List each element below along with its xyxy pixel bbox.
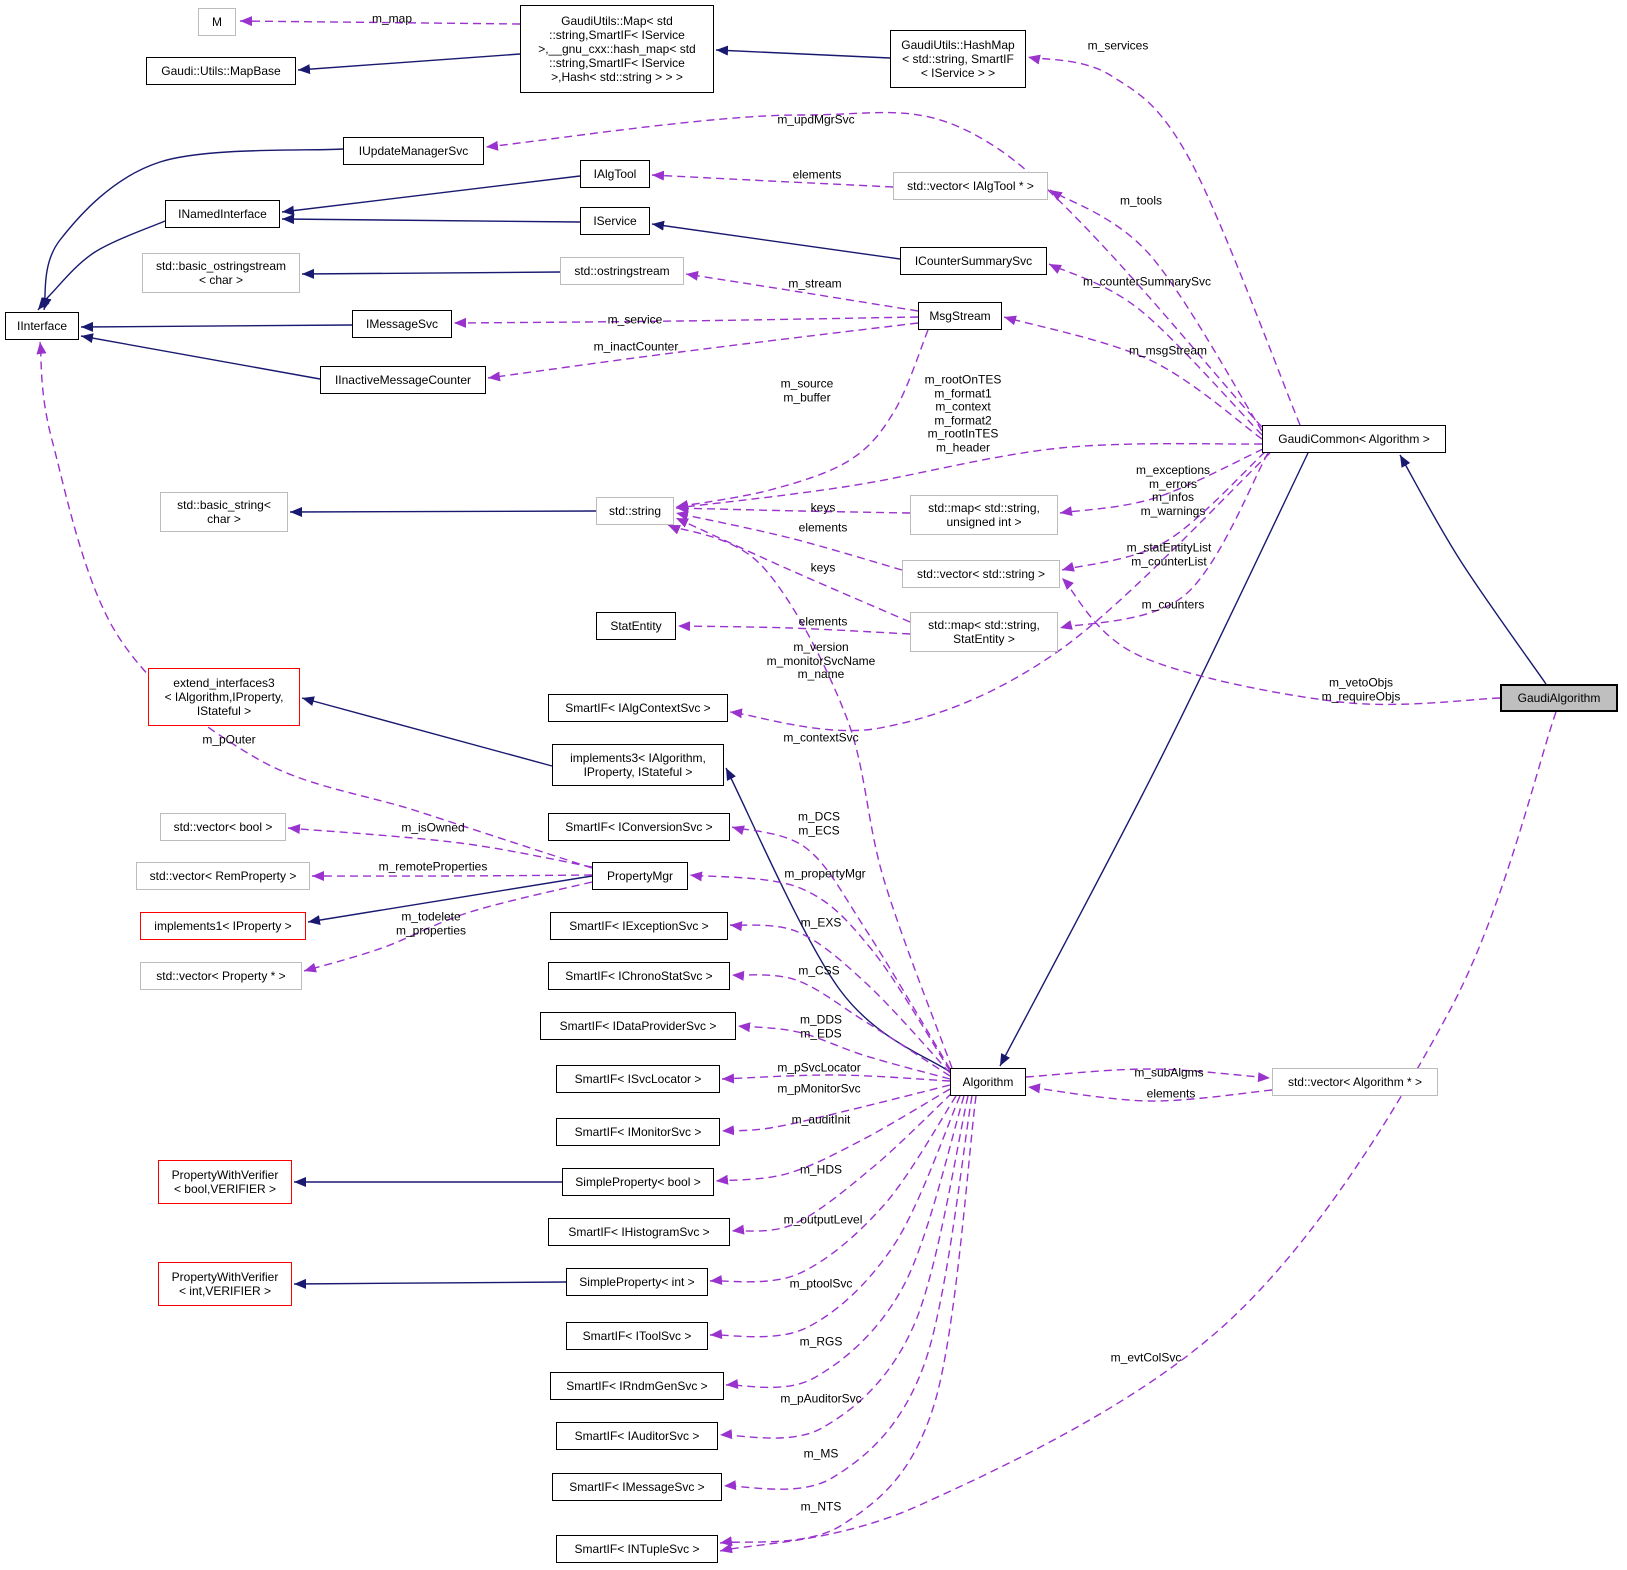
node-ialgtool[interactable]: [580, 160, 650, 188]
edge-map-string-statentity-string: [676, 518, 910, 622]
node-vector-algorithm-label: std::vector< Algorithm * >: [1287, 1075, 1423, 1089]
node-ialgtool-label: IAlgTool: [593, 167, 637, 181]
edge-label-line: m_exceptions: [1135, 463, 1211, 477]
node-vector-algorithm: [1272, 1068, 1438, 1096]
edge-label-line: m_tools: [1119, 193, 1163, 208]
edge-label-line: m_rootInTES: [927, 426, 999, 441]
edge-label-m_subAlgms: [1134, 1066, 1203, 1080]
edge-label-line: m_infos: [1151, 490, 1195, 504]
node-simpleproperty-int-label: SimpleProperty< int >: [579, 1275, 695, 1289]
node-vector-property-label: std::vector< Property * >: [156, 969, 286, 983]
node-basic-string: [160, 492, 288, 532]
node-propertymgr[interactable]: [592, 862, 688, 890]
edge-gaudialgorithm-gaudicommon: [1400, 455, 1546, 684]
node-implements1[interactable]: [140, 912, 306, 940]
node-gaudiutils-hashmap-label: < IService > >: [920, 66, 996, 80]
edge-propertymgr-vector-remproperty: [312, 875, 592, 876]
node-map-string-statentity-label: StatEntity >: [953, 632, 1015, 646]
node-gaudiutils-map-label: >,Hash< std::string > > >: [551, 70, 683, 84]
edge-iinactivemessagecounter-iinterface: [81, 336, 320, 379]
edge-label-line: keys: [810, 500, 836, 515]
node-msgstream[interactable]: [918, 302, 1002, 330]
node-implements3-label: IProperty, IStateful >: [583, 765, 693, 779]
edge-label-m_map: [372, 12, 412, 26]
node-smartif-imessagesvc[interactable]: [552, 1473, 722, 1501]
edge-label-line: m_errors: [1148, 476, 1198, 491]
edge-label-line: m_updMgrSvc: [777, 112, 855, 127]
node-mapbase-label: Gaudi::Utils::MapBase: [161, 64, 281, 78]
node-gaudiutils-hashmap[interactable]: [890, 30, 1026, 88]
node-smartif-ialgcontextsvc[interactable]: [548, 694, 728, 722]
node-gaudicommon[interactable]: [1262, 425, 1446, 453]
node-ostringstream: [560, 257, 684, 285]
edge-label-m_isOwned: [401, 821, 464, 835]
node-inamedinterface-label: INamedInterface: [178, 207, 267, 221]
edge-label-m_pOuter: [202, 733, 255, 747]
edge-gaudicommon-vector-ialgtool: [1050, 190, 1262, 431]
node-msgstream-label: MsgStream: [929, 309, 991, 323]
node-iinterface[interactable]: [5, 312, 79, 340]
node-iservice[interactable]: [580, 207, 650, 235]
node-smartif-ichronostatsvc[interactable]: [548, 962, 730, 990]
node-smartif-ialgcontextsvc-label: SmartIF< IAlgContextSvc >: [565, 701, 711, 715]
edge-label-line: m_propertyMgr: [784, 866, 866, 881]
edge-label-line: m_RGS: [799, 1334, 843, 1349]
node-smartif-iconversionsvc-label: SmartIF< IConversionSvc >: [565, 820, 713, 834]
edge-label-line: m_HDS: [799, 1162, 843, 1177]
edge-implements3-extend-interfaces3: [302, 698, 552, 766]
node-extend-interfaces3[interactable]: [148, 668, 300, 726]
node-smartif-itoolsvc[interactable]: [566, 1322, 708, 1350]
node-smartif-iexceptionsvc-label: SmartIF< IExceptionSvc >: [569, 919, 709, 933]
edge-gaudicommon-msgstream: [1004, 317, 1262, 439]
node-smartif-irndmgensvc[interactable]: [550, 1372, 724, 1400]
edge-label-line: m_counterList: [1131, 554, 1207, 568]
edge-label-line: m_counterSummarySvc: [1082, 274, 1212, 289]
edge-algorithm-smartif-isvclocator: [722, 1075, 950, 1081]
node-vector-ialgtool: [893, 172, 1048, 200]
edge-label-line: elements: [798, 520, 848, 535]
node-iinactivemessagecounter[interactable]: [320, 366, 486, 394]
edge-label-m_EXS: [801, 916, 842, 930]
edge-label-m_services: [1088, 39, 1149, 53]
edge-label-line: m_warnings: [1140, 503, 1206, 518]
edge-label-elements: [793, 168, 842, 182]
edge-label-m_CSS: [798, 964, 839, 978]
node-map-string-statentity: [910, 612, 1058, 652]
edge-label-line: keys: [810, 560, 836, 575]
node-simpleproperty-bool-label: SimpleProperty< bool >: [575, 1175, 701, 1189]
node-m: [198, 8, 236, 36]
edge-label-line: m_NTS: [800, 1499, 842, 1514]
node-algorithm[interactable]: [950, 1068, 1026, 1096]
edge-msgstream-iinactivemessagecounter: [488, 323, 918, 378]
node-gaudialgorithm[interactable]: [1500, 684, 1618, 712]
edge-label-line: m_EDS: [800, 1026, 842, 1040]
node-smartif-idataprovidersvc[interactable]: [540, 1012, 736, 1040]
node-string: [596, 497, 674, 525]
edge-ostringstream-basic-ostringstream: [302, 272, 560, 274]
node-smartif-iauditorsvc-label: SmartIF< IAuditorSvc >: [574, 1429, 700, 1443]
node-extend-interfaces3-label: IStateful >: [196, 704, 252, 718]
edge-icountersummarysvc-iservice: [652, 224, 900, 259]
edge-label-m_pAuditorSvc: [780, 1392, 861, 1406]
edge-algorithm-smartif-iauditorsvc: [720, 1096, 968, 1438]
edge-label-line: m_msgStream: [1128, 343, 1208, 358]
node-propertywithverifier-int-label: < int,VERIFIER >: [178, 1284, 272, 1298]
edge-label-m_MS: [804, 1447, 839, 1461]
node-basic-ostringstream-label: std::basic_ostringstream: [155, 259, 287, 273]
edge-label-m_contextSvc: [783, 731, 858, 745]
node-vector-property: [140, 962, 302, 990]
node-gaudialgorithm-label: GaudiAlgorithm: [1517, 691, 1601, 705]
node-smartif-idataprovidersvc-label: SmartIF< IDataProviderSvc >: [559, 1019, 717, 1033]
edge-vector-string-string: [676, 513, 902, 570]
edge-algorithm-smartif-iexceptionsvc: [730, 925, 950, 1073]
node-iservice-label: IService: [593, 214, 637, 228]
edge-label-line: m_properties: [395, 923, 467, 937]
node-iinterface-label: IInterface: [16, 319, 68, 333]
edge-label-line: m_inactCounter: [593, 339, 679, 354]
node-vector-string: [902, 560, 1060, 588]
edge-label-elements: [1147, 1087, 1196, 1101]
edge-label-m_source-m_buffer: [781, 378, 834, 405]
node-mapbase[interactable]: [146, 57, 296, 85]
edge-label-line: m_header: [935, 440, 991, 454]
edge-label-m_updMgrSvc: [777, 113, 854, 127]
node-smartif-iexceptionsvc[interactable]: [550, 912, 728, 940]
edge-algorithm-smartif-intuplesvc: [720, 1096, 976, 1543]
node-iinactivemessagecounter-label: IInactiveMessageCounter: [334, 373, 472, 387]
node-gaudiutils-map-label: ::string,SmartIF< IService: [549, 28, 685, 42]
edge-gaudicommon-gaudiutils-hashmap: [1028, 57, 1300, 425]
edge-label-line: m_format1: [934, 386, 992, 400]
edge-label-m_pSvcLocator: [777, 1061, 860, 1075]
node-smartif-intuplesvc[interactable]: [556, 1535, 718, 1563]
node-vector-remproperty: [136, 862, 310, 890]
edge-map-string-statentity-statentity: [678, 626, 910, 634]
node-string-label: std::string: [608, 504, 662, 518]
edge-label-keys: [811, 501, 836, 515]
edge-label-line: m_rootOnTES: [924, 372, 1002, 387]
edge-label-line: m_service: [607, 312, 663, 327]
node-smartif-imonitorsvc-label: SmartIF< IMonitorSvc >: [574, 1125, 702, 1139]
edge-label-m_ptoolSvc: [790, 1277, 853, 1291]
node-propertywithverifier-int-label: PropertyWithVerifier: [171, 1270, 279, 1284]
edge-label-line: elements: [1146, 1086, 1196, 1101]
node-gaudiutils-map[interactable]: [520, 5, 714, 93]
edge-gaudialgorithm-vector-string: [1062, 578, 1500, 704]
node-smartif-isvclocator-label: SmartIF< ISvcLocator >: [574, 1072, 702, 1086]
edge-label-line: m_MS: [803, 1446, 839, 1461]
edge-label-line: m_evtColSvc: [1110, 1350, 1182, 1365]
edge-label-m_auditInit: [792, 1113, 851, 1127]
edge-label-m_inactCounter: [594, 340, 679, 354]
node-gaudiutils-hashmap-label: < std::string, SmartIF: [902, 52, 1014, 66]
edge-label-m_version-m_monitorSvcName-m_name: [767, 641, 876, 682]
edge-vector-ialgtool-ialgtool: [652, 175, 893, 187]
edge-algorithm-smartif-irndmgensvc: [726, 1096, 964, 1387]
edge-label-line: m_pAuditorSvc: [780, 1391, 862, 1406]
edge-label-line: m_DCS: [797, 809, 841, 824]
node-iupdatemanagersvc-label: IUpdateManagerSvc: [358, 144, 469, 158]
node-simpleproperty-int[interactable]: [566, 1268, 708, 1296]
edge-algorithm-smartif-imessagesvc: [724, 1096, 972, 1489]
edge-label-m_remoteProperties: [379, 860, 488, 874]
node-vector-string-label: std::vector< std::string >: [916, 567, 1046, 581]
edge-label-m_HDS: [800, 1163, 842, 1177]
edge-label-line: m_statEntityList: [1126, 540, 1212, 555]
edge-label-m_exceptions-m_errors-m_infos-m_warnings: [1136, 464, 1210, 518]
node-smartif-imonitorsvc[interactable]: [556, 1118, 720, 1146]
edge-label-line: m_contextSvc: [783, 730, 859, 745]
node-imessagesvc-label: IMessageSvc: [365, 317, 439, 331]
node-gaudiutils-hashmap-label: GaudiUtils::HashMap: [901, 38, 1015, 52]
edge-label-m_msgStream: [1129, 344, 1207, 358]
edge-label-line: m_subAlgms: [1134, 1065, 1204, 1080]
edge-label-m_propertyMgr: [784, 867, 865, 881]
edge-label-m_pMonitorSvc: [777, 1082, 860, 1096]
edge-map-string-uint-string: [676, 508, 910, 513]
edge-label-m_DCS-m_ECS: [798, 811, 840, 838]
edge-label-m_tools: [1120, 194, 1162, 208]
node-smartif-isvclocator[interactable]: [556, 1065, 720, 1093]
node-icountersummarysvc[interactable]: [900, 247, 1047, 275]
node-gaudiutils-map-label: ::string,SmartIF< IService: [549, 56, 685, 70]
node-simpleproperty-bool[interactable]: [562, 1168, 714, 1196]
node-vector-ialgtool-label: std::vector< IAlgTool * >: [907, 179, 1034, 193]
edge-label-line: m_pMonitorSvc: [777, 1081, 861, 1096]
edge-label-line: m_counters: [1141, 597, 1205, 612]
edge-label-line: m_context: [935, 399, 991, 414]
node-propertywithverifier-bool-label: PropertyWithVerifier: [171, 1168, 279, 1182]
edge-label-m_service: [608, 313, 663, 327]
node-map-string-uint: [910, 495, 1058, 535]
node-implements3[interactable]: [552, 744, 724, 786]
edge-label-line: m_todelete: [401, 909, 461, 924]
node-basic-string-label: char >: [207, 512, 241, 526]
node-m-label: M: [212, 15, 222, 29]
node-implements3-label: implements3< IAlgorithm,: [570, 751, 706, 765]
edge-label-m_RGS: [800, 1335, 843, 1349]
node-propertywithverifier-int[interactable]: [158, 1262, 292, 1306]
edge-label-line: m_pOuter: [202, 732, 256, 747]
edge-label-line: m_EXS: [800, 915, 842, 930]
node-extend-interfaces3-label: < IAlgorithm,IProperty,: [164, 690, 284, 704]
edge-label-line: m_ECS: [798, 823, 840, 837]
edge-propertymgr-iinterface: [40, 342, 592, 868]
node-icountersummarysvc-label: ICounterSummarySvc: [914, 254, 1033, 268]
node-iupdatemanagersvc[interactable]: [343, 137, 484, 165]
edge-label-m_vetoObjs-m_requireObjs: [1322, 677, 1401, 704]
edge-label-m_todelete-m_properties: [396, 911, 466, 938]
edge-label-line: m_remoteProperties: [378, 859, 488, 874]
edge-label-m_counters: [1142, 598, 1205, 612]
edge-iservice-inamedinterface: [282, 219, 580, 222]
node-smartif-intuplesvc-label: SmartIF< INTupleSvc >: [574, 1542, 700, 1556]
edge-label-m_stream: [788, 277, 841, 291]
edge-label-line: m_DDS: [799, 1012, 843, 1027]
edge-label-line: m_map: [371, 11, 413, 26]
node-smartif-ihistogramsvc[interactable]: [548, 1218, 730, 1246]
node-propertymgr-label: PropertyMgr: [606, 869, 674, 883]
node-smartif-iauditorsvc[interactable]: [556, 1422, 718, 1450]
node-vector-bool-label: std::vector< bool >: [173, 820, 273, 834]
edge-simpleproperty-int-propertywithverifier-int: [294, 1282, 566, 1284]
edge-label-line: m_requireObjs: [1321, 689, 1401, 703]
edge-ialgtool-inamedinterface: [282, 176, 580, 212]
edge-gaudiutils-hashmap-gaudiutils-map: [716, 50, 890, 58]
edge-label-m_NTS: [801, 1500, 842, 1514]
edge-label-line: m_auditInit: [791, 1112, 851, 1127]
edge-label-line: m_isOwned: [401, 820, 465, 835]
edge-label-line: elements: [792, 167, 842, 182]
edge-label-line: m_CSS: [798, 963, 840, 978]
node-basic-string-label: std::basic_string<: [177, 498, 271, 512]
node-map-string-statentity-label: std::map< std::string,: [928, 618, 1040, 632]
edge-label-elements: [799, 521, 848, 535]
node-smartif-ichronostatsvc-label: SmartIF< IChronoStatSvc >: [565, 969, 713, 983]
edge-label-line: m_version: [793, 639, 849, 654]
node-extend-interfaces3-label: extend_interfaces3: [173, 676, 275, 690]
node-vector-bool: [160, 813, 286, 841]
edge-label-m_outputLevel: [784, 1213, 863, 1227]
edge-label-line: m_monitorSvcName: [766, 653, 876, 668]
node-map-string-uint-label: std::map< std::string,: [928, 501, 1040, 515]
node-smartif-ihistogramsvc-label: SmartIF< IHistogramSvc >: [568, 1225, 710, 1239]
node-gaudiutils-map-label: GaudiUtils::Map< std: [561, 14, 673, 28]
edge-label-line: m_stream: [788, 276, 842, 291]
edge-label-m_rootOnTES-m_format1-m_context-m_format2-m_rootInTES-m_header: [925, 374, 1002, 455]
edge-msgstream-string: [676, 330, 928, 507]
node-inamedinterface[interactable]: [165, 200, 280, 228]
node-basic-ostringstream-label: < char >: [198, 273, 244, 287]
edge-label-line: m_services: [1087, 38, 1149, 53]
node-algorithm-label: Algorithm: [962, 1075, 1014, 1089]
edge-gaudiutils-map-mapbase: [298, 54, 520, 70]
edge-label-line: m_vetoObjs: [1328, 675, 1394, 690]
node-smartif-irndmgensvc-label: SmartIF< IRndmGenSvc >: [566, 1379, 708, 1393]
node-statentity[interactable]: [596, 612, 676, 640]
node-ostringstream-label: std::ostringstream: [574, 264, 670, 278]
edge-label-m_DDS-m_EDS: [800, 1014, 842, 1041]
node-smartif-iconversionsvc[interactable]: [548, 813, 730, 841]
edge-label-line: m_buffer: [783, 390, 831, 404]
edge-label-line: m_ptoolSvc: [789, 1276, 853, 1291]
edge-label-line: m_format2: [934, 413, 992, 427]
node-propertywithverifier-bool-label: < bool,VERIFIER >: [173, 1182, 277, 1196]
node-statentity-label: StatEntity: [610, 619, 662, 633]
edge-label-m_counterSummarySvc: [1083, 275, 1211, 289]
edge-imessagesvc-iinterface: [81, 325, 352, 327]
edge-label-line: m_pSvcLocator: [777, 1060, 861, 1075]
edge-gaudialgorithm-smartif-intuplesvc: [720, 712, 1556, 1551]
edge-label-line: elements: [798, 614, 848, 629]
edge-label-keys: [811, 561, 836, 575]
edge-label-m_statEntityList-m_counterList: [1127, 542, 1212, 569]
node-gaudiutils-map-label: >,__gnu_cxx::hash_map< std: [538, 42, 696, 56]
edge-msgstream-imessagesvc: [454, 317, 918, 323]
node-smartif-itoolsvc-label: SmartIF< IToolSvc >: [582, 1329, 692, 1343]
node-map-string-uint-label: unsigned int >: [946, 515, 1022, 529]
edge-label-line: m_name: [797, 666, 845, 681]
node-basic-ostringstream: [142, 253, 300, 293]
edge-string-basic-string: [290, 511, 596, 512]
node-gaudicommon-label: GaudiCommon< Algorithm >: [1278, 432, 1430, 446]
edge-label-m_evtColSvc: [1111, 1351, 1182, 1365]
node-vector-remproperty-label: std::vector< RemProperty >: [149, 869, 297, 883]
node-propertywithverifier-bool[interactable]: [158, 1160, 292, 1204]
edge-label-elements: [799, 615, 848, 629]
node-smartif-imessagesvc-label: SmartIF< IMessageSvc >: [569, 1480, 705, 1494]
edge-label-line: m_outputLevel: [783, 1212, 863, 1227]
node-implements1-label: implements1< IProperty >: [154, 919, 292, 933]
edge-label-line: m_source: [780, 376, 834, 391]
node-imessagesvc[interactable]: [352, 310, 452, 338]
